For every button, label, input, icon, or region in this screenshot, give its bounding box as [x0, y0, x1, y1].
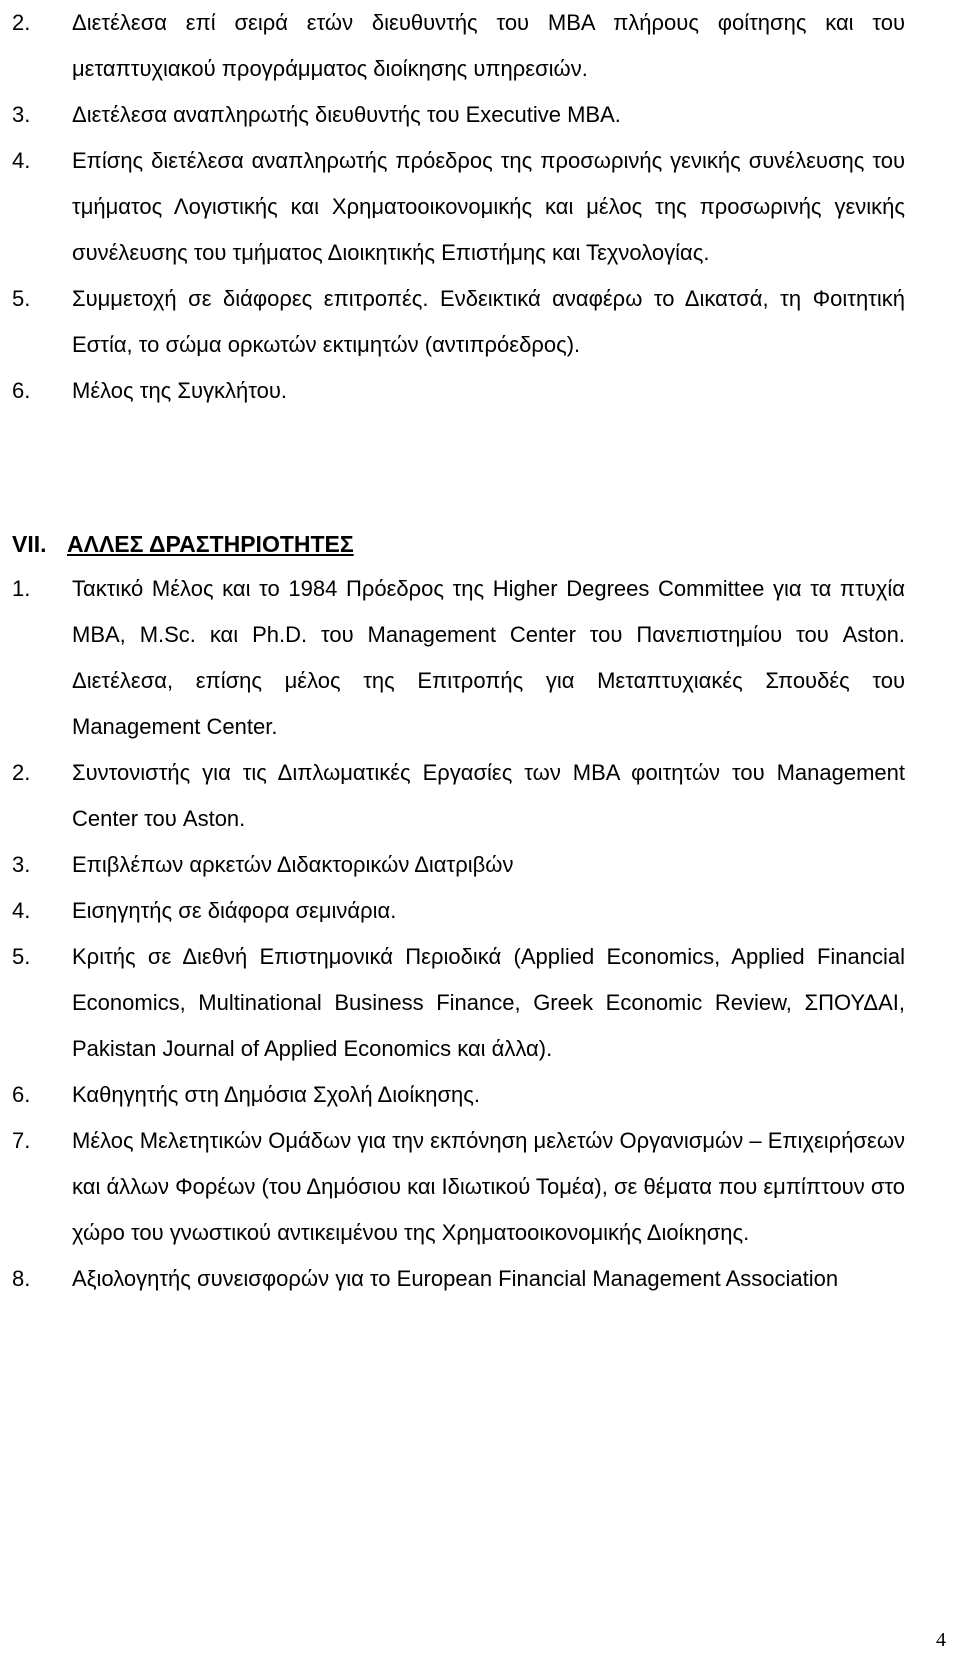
item-text: Συντονιστής για τις Διπλωματικές Εργασίες των MBA φοιτητών του Management Center του Aston. — [72, 760, 905, 831]
item-text: Μέλος της Συγκλήτου. — [72, 378, 288, 403]
item-number: 6. — [12, 1082, 31, 1107]
list-item — [12, 1072, 905, 1118]
section-number: VII. — [12, 531, 47, 557]
item-text: Εισηγητής σε διάφορα σεμινάρια. — [72, 898, 397, 923]
item-text: Επιβλέπων αρκετών Διδακτορικών Διατριβών — [72, 852, 514, 877]
list-item — [12, 1118, 905, 1256]
item-number: 1. — [12, 576, 31, 601]
list-item — [12, 368, 905, 414]
item-number: 4. — [12, 898, 31, 923]
item-number: 8. — [12, 1266, 31, 1291]
item-text: Επίσης διετέλεσα αναπληρωτής πρόεδρος της προσωρινής γενικής συνέλευσης του τμήματος Λογιστικής και Χρηματοοικονομικής και μέλος της προσωρινής γενικής συνέλευσης του τμήματος Διοικητικής Επιστήμης και Τεχνολογίας. — [72, 148, 905, 265]
item-text: Αξιολογητής συνεισφορών για το European Financial Management Association — [72, 1266, 839, 1291]
item-number: 6. — [12, 378, 31, 403]
list-item — [12, 888, 905, 934]
item-number: 2. — [12, 760, 31, 785]
list-item — [12, 750, 905, 842]
item-number: 5. — [12, 944, 31, 969]
activities-list-continued — [12, 0, 905, 414]
list-item — [12, 566, 905, 750]
item-text: Καθηγητής στη Δημόσια Σχολή Διοίκησης. — [72, 1082, 480, 1107]
item-text: Συμμετοχή σε διάφορες επιτροπές. Ενδεικτικά αναφέρω το Δικατσά, τη Φοιτητική Εστία, το σώμα ορκωτών εκτιμητών (αντιπρόεδρος). — [72, 286, 905, 357]
other-activities-list — [12, 566, 905, 1302]
item-text: Τακτικό Μέλος και το 1984 Πρόεδρος της Higher Degrees Committee για τα πτυχία MBA, M.Sc. και Ph.D. του Management Center του Πανεπιστημίου του Aston. Διετέλεσα, επίσης μέλος της Επιτροπής για Μεταπτυχιακές Σπουδές του Management Center. — [72, 576, 905, 739]
section-heading — [12, 521, 354, 567]
list-item — [12, 138, 905, 276]
item-number: 7. — [12, 1128, 31, 1153]
item-number: 5. — [12, 286, 31, 311]
list-item — [12, 92, 905, 138]
item-text: Διετέλεσα επί σειρά ετών διευθυντής του MBA πλήρους φοίτησης και του μεταπτυχιακού προγράμματος διοίκησης υπηρεσιών. — [72, 10, 905, 81]
item-number: 3. — [12, 852, 31, 877]
item-text: Κριτής σε Διεθνή Επιστημονικά Περιοδικά (Applied Economics, Applied Financial Economics, Multinational Business Finance, Greek Economic Review, ΣΠΟΥΔΑΙ, Pakistan Journal of Applied Economics και άλλα). — [72, 944, 905, 1061]
list-item — [12, 276, 905, 368]
page-number: 4 — [936, 1629, 946, 1651]
item-text: Διετέλεσα αναπληρωτής διευθυντής του Executive MBA. — [72, 102, 621, 127]
list-item — [12, 0, 905, 92]
item-number: 4. — [12, 148, 31, 173]
item-number: 2. — [12, 10, 31, 35]
list-item — [12, 934, 905, 1072]
section-title: ΑΛΛΕΣ ΔΡΑΣΤΗΡΙΟΤΗΤΕΣ — [67, 531, 354, 557]
list-item — [12, 842, 905, 888]
item-text: Μέλος Μελετητικών Ομάδων για την εκπόνηση μελετών Οργανισμών – Επιχειρήσεων και άλλων Φορέων (του Δημόσιου και Ιδιωτικού Τομέα), σε θέματα που εμπίπτουν στο χώρο του γνωστικού αντικειμένου της Χρηματοοικονομικής Διοίκησης. — [72, 1128, 906, 1245]
list-item — [12, 1256, 905, 1302]
item-number: 3. — [12, 102, 31, 127]
